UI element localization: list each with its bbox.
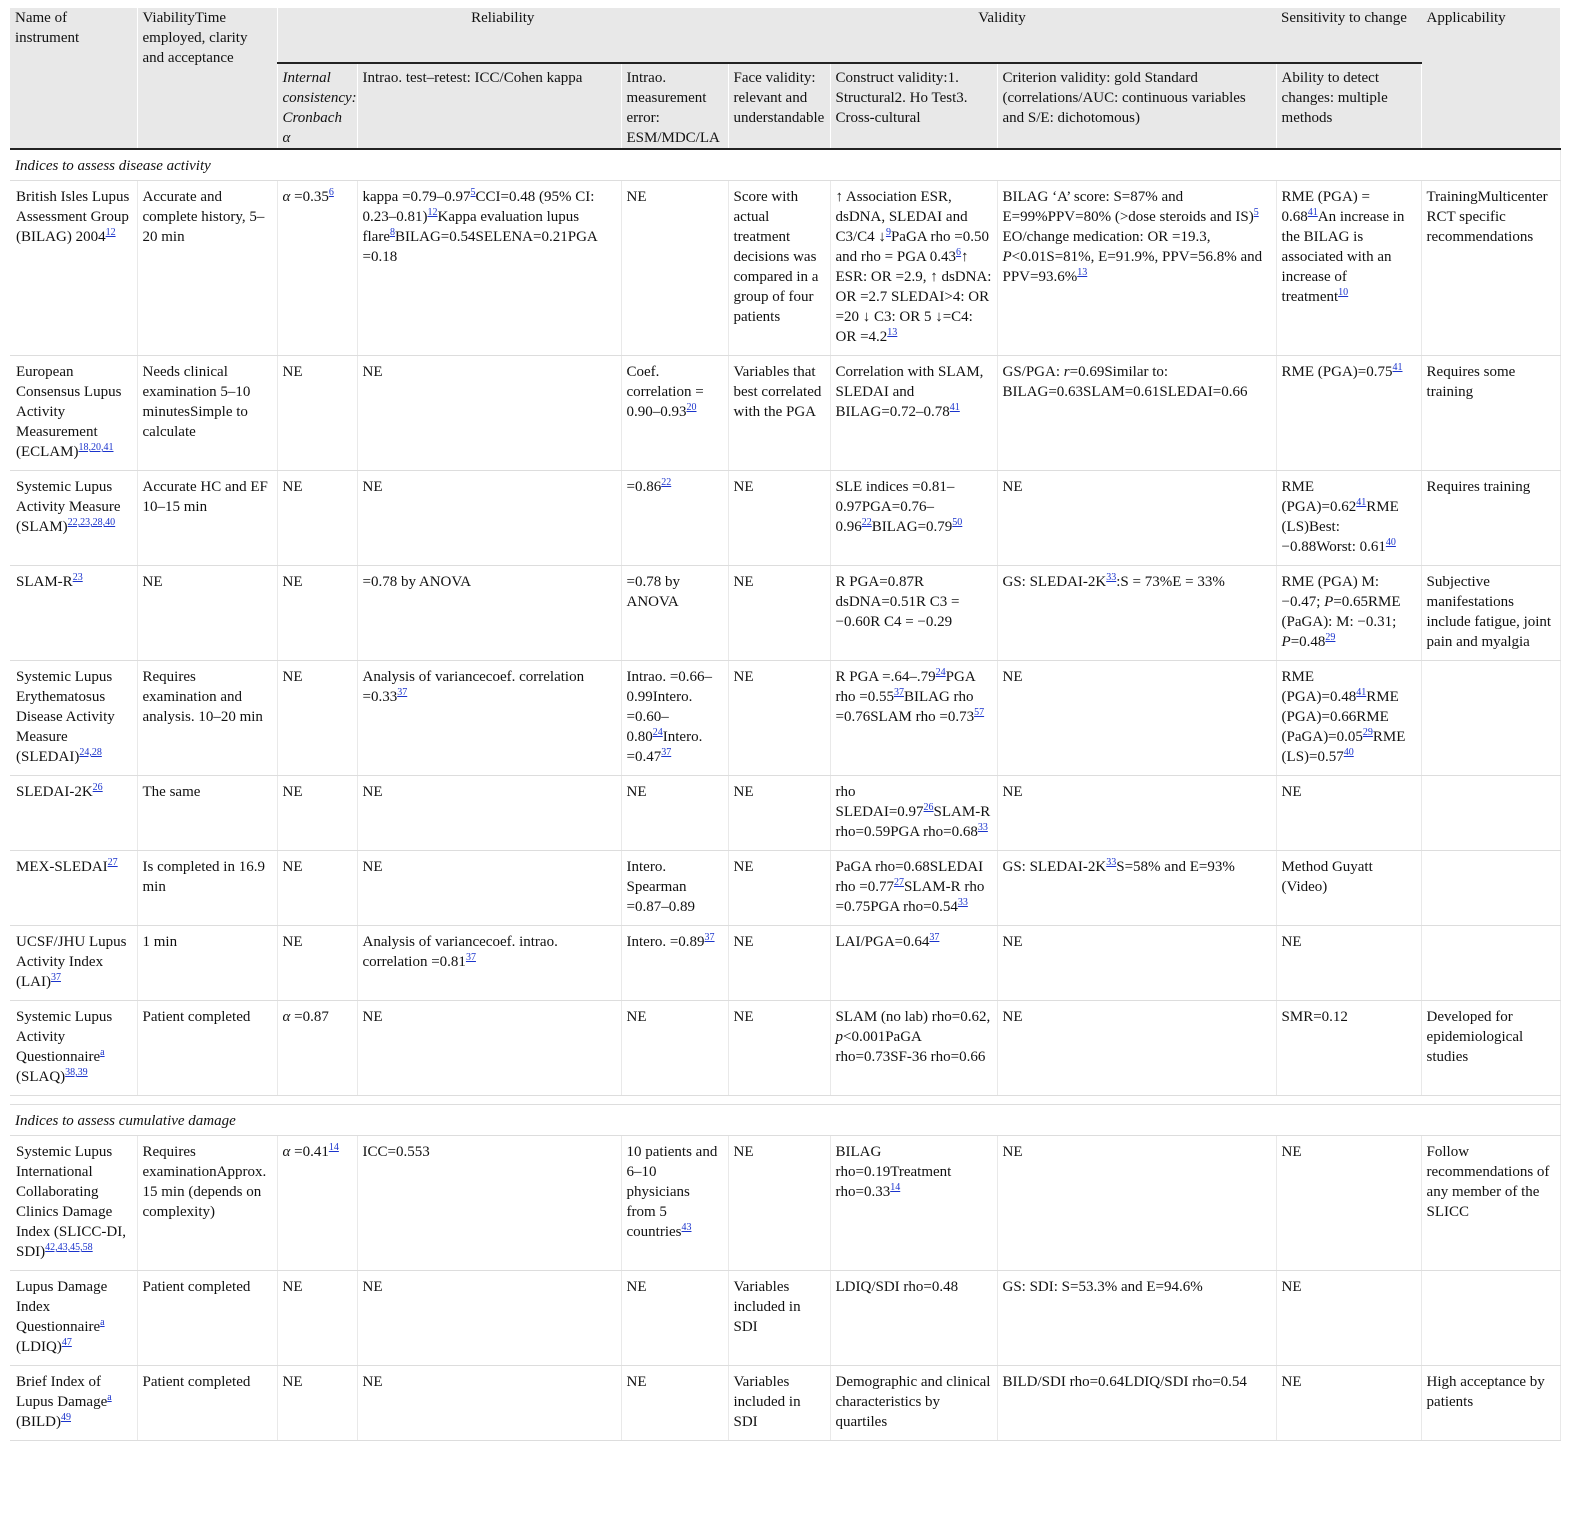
cell-criterion: NE [997,471,1276,566]
cell-construct: SLAM (no lab) rho=0.62, p<0.001PaGA rho=0.73SF-36 rho=0.66 [830,1001,997,1096]
header-test-retest: Intrao. test–retest: ICC/Cohen kappa [357,63,621,149]
reference-link[interactable]: 41 [1356,497,1367,508]
table-row [10,926,1560,1001]
reference-link[interactable]: 6 [956,247,962,258]
table-row [10,356,1560,471]
cell-name: Systemic Lupus International Collaborating Clinics Damage Index (SLICC-DI, SDI)$^{42,43,45,58}$ [10,1136,137,1271]
cell-applicability [1421,926,1560,1001]
cell-name: SLAM-$R^{23}$ [10,566,137,661]
reference-link[interactable]: 6 [328,187,334,198]
cell-applicability [1421,1271,1560,1366]
reference-link[interactable]: 18,20,41 [78,442,114,453]
header-viability: ViabilityTime employed, clarity and acceptance [137,8,277,149]
cell-applicability [1421,661,1560,776]
cell-viability: Needs clinical examination 5–10 minutesSimple to calculate [137,356,277,471]
cell-criterion: BILD/SDI rho=0.64LDIQ/SDI rho=0.54 [997,1366,1276,1441]
cell-construct: LAI/$PGA=0.64^{37}$ [830,926,997,1001]
reference-link[interactable]: 22 [861,517,872,528]
reference-link[interactable]: 22,23,28,40 [67,517,116,528]
cell-face: NE [728,471,830,566]
cell-measurement: NE [621,181,728,356]
section-title: Indices to assess cumulative damage [10,1105,1560,1136]
reference-link[interactable]: 12 [105,227,116,238]
reference-link[interactable]: 24 [652,727,663,738]
cell-viability: Requires examination and analysis. 10–20 min [137,661,277,776]
reference-link[interactable]: a [107,1392,112,1403]
cell-applicability: Follow recommendations of any member of the SLICC [1421,1136,1560,1271]
cell-construct: ↑ Association ESR, dsDNA, SLEDAI and C3/C4 ↓$^9$PaGA rho =0.50 and rho = PGA 0.43$^6$↑ ESR: OR =2.9, ↑ dsDNA: OR =2.7 SLEDAI>4: OR =20 ↓ C3: OR 5 ↓=C4: OR $=4.2^{13}$ [830,181,997,356]
cell-sensitivity: NE [1276,1271,1421,1366]
cell-internal: NE [277,661,357,776]
cell-retest: NE [357,1366,621,1441]
cell-applicability: Subjective manifestations include fatigue, joint pain and myalgia [1421,566,1560,661]
reference-link[interactable]: 41 [1392,362,1403,373]
cell-sensitivity: NE [1276,1366,1421,1441]
cell-retest: Analysis of variancecoef. intrao. correlation $=0.81^{37}$ [357,926,621,1001]
reference-link[interactable]: a [100,1317,105,1328]
cell-retest: NE [357,1001,621,1096]
table-header [10,8,1560,149]
reference-link[interactable]: 22 [661,477,672,488]
reference-link[interactable]: 5 [1253,207,1259,218]
cell-viability: Patient completed [137,1001,277,1096]
cell-viability: Requires examinationApprox. 15 min (depends on complexity) [137,1136,277,1271]
cell-face: NE [728,776,830,851]
reference-link[interactable]: 12 [427,207,438,218]
cell-sensitivity: SMR=0.12 [1276,1001,1421,1096]
cell-name: SLEDAI-$2K^{26}$ [10,776,137,851]
cell-measurement: NE [621,776,728,851]
table-row [10,1001,1560,1096]
table-container [10,8,1560,1441]
cell-measurement: Coef. correlation = $0.90-0.93^{20}$ [621,356,728,471]
cell-construct: BILAG rho=0.19Treatment $rho=0.33^{14}$ [830,1136,997,1271]
cell-sensitivity: RME $(PGA)=0.75^{41}$ [1276,356,1421,471]
cell-measurement: NE [621,1271,728,1366]
reference-link[interactable]: 41 [1356,687,1367,698]
table-row [10,181,1560,356]
cell-internal: $\alpha =0.41^{14}$ [277,1136,357,1271]
cell-face: NE [728,566,830,661]
header-reliability: Reliability [277,8,728,63]
cell-name: Systemic Lupus Activity Questionnaire$^a$ (SLAQ)$^{38,39}$ [10,1001,137,1096]
reference-link[interactable]: 13 [1077,267,1088,278]
cell-construct: SLE indices $=0.81-0.97PGA=0.76-0.96^{22}BILAG=0.79^{50}$ [830,471,997,566]
reference-link[interactable]: 33 [1106,857,1117,868]
cell-viability: Patient completed [137,1271,277,1366]
table-row [10,1136,1560,1271]
cell-viability: NE [137,566,277,661]
cell-sensitivity: NE [1276,776,1421,851]
cell-measurement: Intero. Spearman =0.87–0.89 [621,851,728,926]
reference-link[interactable]: a [100,1047,105,1058]
cell-face: Variables that best correlated with the PGA [728,356,830,471]
cell-internal: NE [277,926,357,1001]
cell-face: Score with actual treatment decisions was compared in a group of four patients [728,181,830,356]
header-measurement-error: Intrao. measurement error: ESM/MDC/LA [621,63,728,149]
reference-link[interactable]: 29 [1325,632,1336,643]
cell-sensitivity: RME $(PGA) = 0.68^{41}An$ increase in the BILAG is associated with an increase of treatment$^{10}$ [1276,181,1421,356]
cell-criterion: NE [997,776,1276,851]
cell-criterion: GS: SLEDAI-$2K^{33}S=58\%$ and E=93% [997,851,1276,926]
cell-applicability: TrainingMulticenter RCT specific recommendations [1421,181,1560,356]
cell-name: Systemic Lupus Activity Measure (SLAM)$^{22,23,28,40}$ [10,471,137,566]
cell-face: NE [728,851,830,926]
reference-link[interactable]: 24 [935,667,946,678]
cell-retest: ICC=0.553 [357,1136,621,1271]
reference-link[interactable]: 27 [893,877,904,888]
reference-link[interactable]: 47 [61,1337,72,1348]
cell-criterion: GS: SLEDAI-$2K^{33}:S = 73\%E = 33\%$ [997,566,1276,661]
cell-measurement: =0.78 by ANOVA [621,566,728,661]
cell-sensitivity: RME $(PGA)=0.48^{41}RME$ (PGA)=0.66RME $(PaGA)=0.05^{29}RME$ $(LS)=0.57^{40}$ [1276,661,1421,776]
cell-name: British Isles Lupus Assessment Group (BILAG) 2004$^{12}$ [10,181,137,356]
reference-link[interactable]: 27 [107,857,118,868]
cell-construct: LDIQ/SDI rho=0.48 [830,1271,997,1366]
header-internal-consistency: Internal consistency: Cronbach α [277,63,357,149]
reference-link[interactable]: 41 [949,402,960,413]
cell-retest: NE [357,356,621,471]
header-criterion-validity: Criterion validity: gold Standard (correlations/AUC: continuous variables and S/E: dichotomous) [997,63,1276,149]
reference-link[interactable]: 13 [887,327,898,338]
reference-link[interactable]: 37 [893,687,904,698]
table-row [10,1271,1560,1366]
reference-link[interactable]: 37 [397,687,408,698]
cell-viability: Accurate and complete history, 5–20 min [137,181,277,356]
cell-applicability: Requires some training [1421,356,1560,471]
header-ability-detect: Ability to detect changes: multiple methods [1276,63,1421,149]
cell-internal: NE [277,356,357,471]
cell-applicability [1421,851,1560,926]
table-row [10,661,1560,776]
cell-face: NE [728,926,830,1001]
cell-name: Lupus Damage Index Questionnaire$^a$ (LDIQ)$^{47}$ [10,1271,137,1366]
reference-link[interactable]: 33 [1106,572,1117,583]
cell-construct: Correlation with SLAM, SLEDAI and $BILAG=0.72-0.78^{41}$ [830,356,997,471]
cell-criterion: NE [997,1136,1276,1271]
cell-retest: kappa $=0.79-0.97^5CCI=0.48$ (95% CI: 0.23–0.81)$^{12}$Kappa evaluation lupus flare$^8$BILAG=0.54SELENA=0.21PGA =0.18 [357,181,621,356]
cell-face: NE [728,661,830,776]
cell-retest: Analysis of variancecoef. correlation $=0.33^{37}$ [357,661,621,776]
spacer-row [10,1096,1560,1105]
reference-link[interactable]: 33 [957,897,968,908]
reference-link[interactable]: 10 [1338,287,1349,298]
reference-link[interactable]: 57 [974,707,985,718]
cell-construct: rho $SLEDAI=0.97^{26}SLAM-R$ rho=0.59PGA $rho=0.68^{33}$ [830,776,997,851]
cell-internal: NE [277,776,357,851]
header-validity: Validity [728,8,1276,63]
table-row [10,776,1560,851]
cell-measurement: 10 patients and 6–10 physicians from 5 countries$^{43}$ [621,1136,728,1271]
reference-link[interactable]: 14 [328,1142,339,1153]
cell-criterion: GS: SDI: S=53.3% and E=94.6% [997,1271,1276,1366]
cell-face: NE [728,1001,830,1096]
table-row [10,566,1560,661]
cell-construct: Demographic and clinical characteristics by quartiles [830,1366,997,1441]
table-row [10,1366,1560,1441]
reference-link[interactable]: 37 [465,952,476,963]
cell-criterion: NE [997,1001,1276,1096]
reference-link[interactable]: 8 [389,227,395,238]
cell-internal: $\alpha =0.35^6$ [277,181,357,356]
cell-internal: α =0.87 [277,1001,357,1096]
cell-measurement: NE [621,1366,728,1441]
cell-face: Variables included in SDI [728,1366,830,1441]
reference-link[interactable]: 43 [681,1222,692,1233]
reference-link[interactable]: 37 [661,747,672,758]
reference-link[interactable]: 26 [92,782,103,793]
cell-construct: PaGA rho=0.68SLEDAI rho $=0.77^{27}SLAM-R$ rho =0.75PGA $rho=0.54^{33}$ [830,851,997,926]
reference-link[interactable]: 49 [61,1412,71,1423]
cell-sensitivity: Method Guyatt (Video) [1276,851,1421,926]
reference-link[interactable]: 37 [50,972,61,983]
cell-retest: NE [357,851,621,926]
reference-link[interactable]: 37 [704,932,715,943]
reference-link[interactable]: 41 [1307,207,1318,218]
section-title: Indices to assess disease activity [10,149,1560,181]
cell-retest: NE [357,776,621,851]
cell-measurement: NE [621,1001,728,1096]
cell-viability: 1 min [137,926,277,1001]
instrument-table [10,8,1561,1441]
header-construct-validity: Construct validity:1. Structural2. Ho Test3. Cross-cultural [830,63,997,149]
cell-sensitivity: RME $(PGA)=0.62^{41}RME$ (LS)Best: −0.88Worst: 0.61$^{40}$ [1276,471,1421,566]
reference-link[interactable]: 33 [977,822,988,833]
cell-construct: R PGA=0.87R dsDNA=0.51R C3 = −0.60R C4 = −0.29 [830,566,997,661]
header-face-validity: Face validity: relevant and understandable [728,63,830,149]
cell-internal: NE [277,1271,357,1366]
cell-sensitivity: RME (PGA) M: −0.47; P=0.65RME (PaGA): M: −0.31; $P=0.48^{29}$ [1276,566,1421,661]
cell-internal: NE [277,471,357,566]
cell-retest: NE [357,471,621,566]
reference-link[interactable]: 5 [470,187,476,198]
reference-link[interactable]: 14 [890,1182,901,1193]
cell-internal: NE [277,566,357,661]
reference-link[interactable]: 26 [923,802,934,813]
cell-viability: The same [137,776,277,851]
reference-link[interactable]: 40 [1343,747,1354,758]
cell-viability: Accurate HC and EF 10–15 min [137,471,277,566]
reference-link[interactable]: 40 [1385,537,1396,548]
cell-name: UCSF/JHU Lupus Activity Index (LAI)$^{37}$ [10,926,137,1001]
cell-retest: NE [357,1271,621,1366]
cell-sensitivity: NE [1276,926,1421,1001]
cell-face: NE [728,1136,830,1271]
cell-internal: NE [277,1366,357,1441]
header-applicability: Applicability [1421,8,1560,149]
cell-criterion: NE [997,661,1276,776]
section-row [10,149,1560,181]
cell-name: MEX-SLEDAI$^{27}$ [10,851,137,926]
cell-viability: Is completed in 16.9 min [137,851,277,926]
cell-sensitivity: NE [1276,1136,1421,1271]
cell-applicability: High acceptance by patients [1421,1366,1560,1441]
reference-link[interactable]: 37 [929,932,940,943]
cell-criterion: BILAG ‘A’ score: S=87% and E=99%PPV=80% (>dose steroids and IS)$^5$ EO/change medication: OR =19.3, P<0.01S=81%, E=91.9%, PPV=56.8% and PPV=93.6%$^{13}$ [997,181,1276,356]
cell-viability: Patient completed [137,1366,277,1441]
cell-measurement: Intrao. =0.66–0.99Intero. $=0.60-0.80^{24}Intero$. $=0.47^{37}$ [621,661,728,776]
table-row [10,471,1560,566]
cell-construct: R PGA $=.64-.79^{24}PGA$ rho $=0.55^{37}BILAG$ rho =0.76SLAM rho $=0.73^{57}$ [830,661,997,776]
reference-link[interactable]: 23 [72,572,83,583]
cell-criterion: NE [997,926,1276,1001]
cell-applicability [1421,776,1560,851]
header-name: Name of instrument [10,8,137,149]
cell-name: European Consensus Lupus Activity Measurement (ECLAM)$^{18,20,41}$ [10,356,137,471]
cell-measurement: $=0.86^{22}$ [621,471,728,566]
cell-measurement: Intero. $=0.89^{37}$ [621,926,728,1001]
cell-applicability: Developed for epidemiological studies [1421,1001,1560,1096]
reference-link[interactable]: 42,43,45,58 [45,1242,93,1253]
table-row [10,851,1560,926]
cell-criterion: GS/PGA: r=0.69Similar to: BILAG=0.63SLAM=0.61SLEDAI=0.66 [997,356,1276,471]
reference-link[interactable]: 9 [885,227,891,238]
reference-link[interactable]: 20 [686,402,697,413]
cell-name: Systemic Lupus Erythematosus Disease Activity Measure (SLEDAI)$^{24,28}$ [10,661,137,776]
cell-face: Variables included in SDI [728,1271,830,1366]
cell-applicability: Requires training [1421,471,1560,566]
cell-name: Brief Index of Lupus Damage$^a$ (BILD)$^{49}$ [10,1366,137,1441]
section-row [10,1105,1560,1136]
reference-link[interactable]: 29 [1362,727,1373,738]
spacer-cell [10,1096,1560,1105]
reference-link[interactable]: 50 [952,517,963,528]
header-sensitivity: Sensitivity to change [1276,8,1421,63]
reference-link[interactable]: 24,28 [79,747,102,758]
table-body [10,149,1560,1441]
cell-internal: NE [277,851,357,926]
reference-link[interactable]: 38,39 [65,1067,88,1078]
cell-retest: =0.78 by ANOVA [357,566,621,661]
